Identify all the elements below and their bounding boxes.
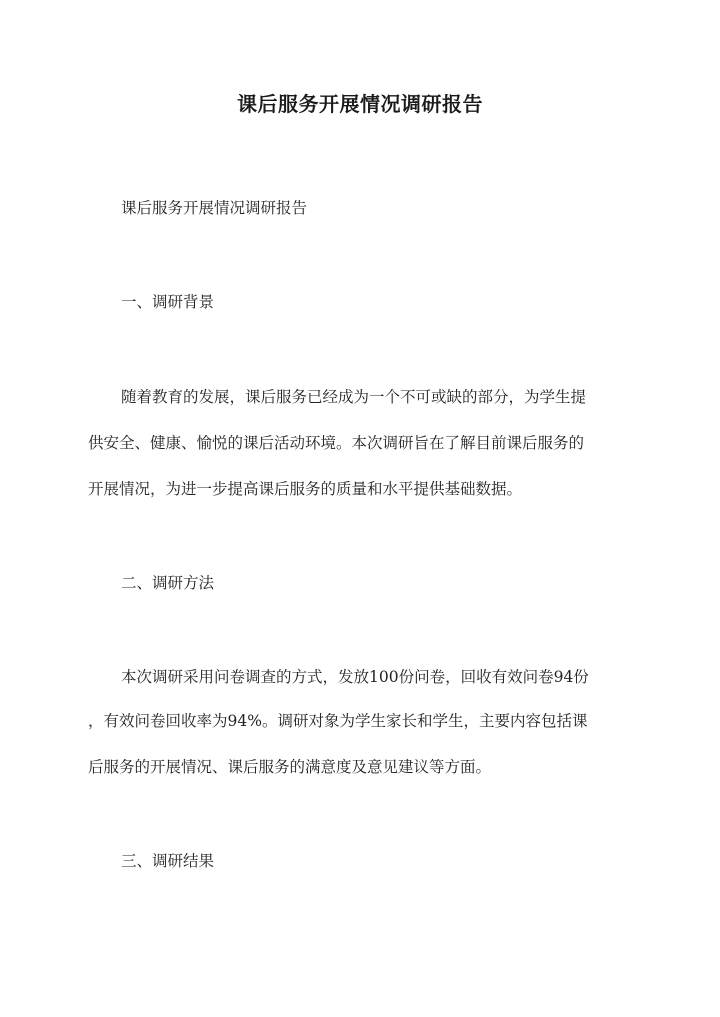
document-subtitle: 课后服务开展情况调研报告 [121, 199, 308, 217]
paragraph-line: 随着教育的发展，课后服务已经成为一个不可或缺的部分，为学生提 [121, 388, 587, 406]
section-heading-background: 一、调研背景 [121, 293, 215, 311]
paragraph-line: 后服务的开展情况、课后服务的满意度及意见建议等方面。 [88, 758, 492, 776]
paragraph-line: 供安全、健康、愉悦的课后活动环境。本次调研旨在了解目前课后服务的 [88, 434, 585, 452]
paragraph-line: 开展情况，为进一步提高课后服务的质量和水平提供基础数据。 [88, 480, 523, 498]
document-title: 课后服务开展情况调研报告 [237, 92, 483, 116]
paragraph-line: 本次调研采用问卷调查的方式，发放100份问卷，回收有效问卷94份 [121, 668, 589, 686]
section-heading-results: 三、调研结果 [121, 852, 215, 870]
section-heading-method: 二、调研方法 [121, 574, 215, 592]
paragraph-line: ，有效问卷回收率为94%。调研对象为学生家长和学生，主要内容包括课 [88, 712, 588, 730]
